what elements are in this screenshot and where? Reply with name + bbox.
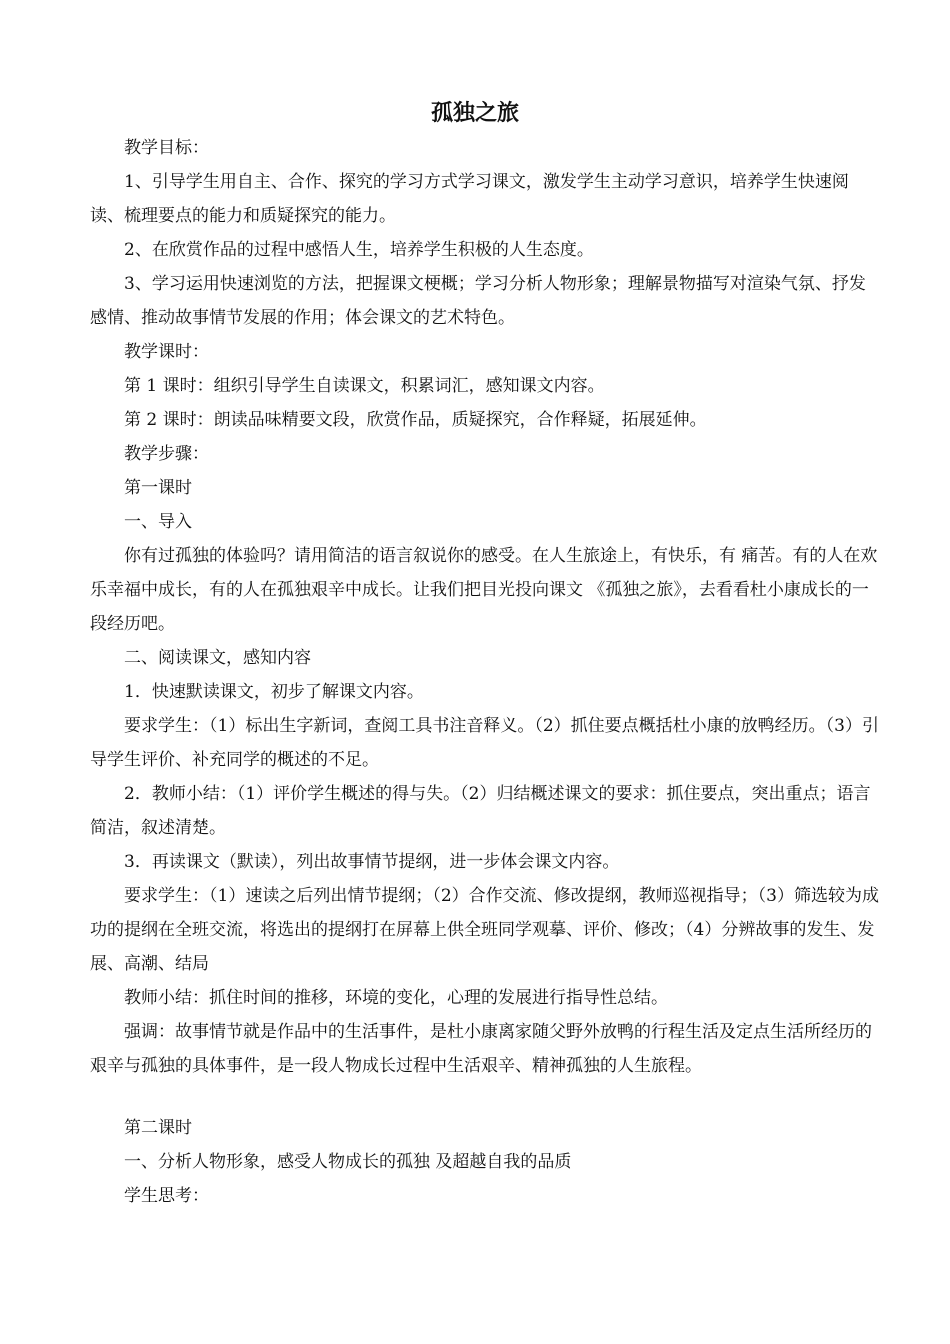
reading-requirements-2: 要求学生：（1）速读之后列出情节提纲；（2）合作交流、修改提纲，教师巡视指导；（3）筛选较为成功的提纲在全班交流，将选出的提纲打在屏幕上供全班同学观摹、评价、修改；（4）分辨故事的发生、发展、高潮、结局	[90, 886, 879, 974]
reading-step-1: 1．快速默读课文，初步了解课文内容。	[124, 682, 424, 702]
document-body	[90, 131, 880, 1213]
goal-item-3: 3、学习运用快速浏览的方法，把握课文梗概；学习分析人物形象；理解景物描写对渲染气氛、抒发感情、推动故事情节发展的作用；体会课文的艺术特色。	[90, 274, 866, 328]
heading-teaching-goals: 教学目标：	[124, 138, 209, 158]
reading-step-3: 3．再读课文（默读），列出故事情节提纲，进一步体会课文内容。	[124, 852, 620, 872]
introduction-text: 你有过孤独的体验吗？请用简洁的语言叙说你的感受。在人生旅途上，有快乐，有 痛苦。有的人在欢乐幸福中成长，有的人在孤独艰辛中成长。让我们把目光投向课文 《孤独之旅》，去看看杜小康成长的一段经历吧。	[90, 546, 878, 634]
class-hour-2: 第 2 课时：朗读品味精要文段，欣赏作品，质疑探究，合作释疑，拓展延伸。	[124, 410, 707, 430]
emphasis-text: 强调：故事情节就是作品中的生活事件，是杜小康离家随父野外放鸭的行程生活及定点生活所经历的艰辛与孤独的具体事件，是一段人物成长过程中生活艰辛、精神孤独的人生旅程。	[90, 1022, 872, 1076]
paragraph-gap	[90, 1083, 880, 1111]
student-thinking: 学生思考：	[124, 1186, 209, 1206]
heading-lesson-one: 第一课时	[124, 478, 192, 498]
reading-step-2: 2．教师小结：（1）评价学生概述的得与失。（2）归结概述课文的要求：抓住要点，突出重点；语言简洁，叙述清楚。	[90, 784, 871, 838]
section-reading: 二、阅读课文，感知内容	[124, 648, 311, 668]
document-title: 孤独之旅	[430, 100, 519, 126]
heading-lesson-two: 第二课时	[124, 1118, 192, 1138]
reading-requirements-1: 要求学生：（1）标出生字新词，查阅工具书注音释义。（2）抓住要点概括杜小康的放鸭经历。（3）引导学生评价、补充同学的概述的不足。	[90, 716, 879, 770]
section-introduction: 一、导入	[124, 512, 192, 532]
goal-item-1: 1、引导学生用自主、合作、探究的学习方式学习课文，激发学生主动学习意识，培养学生快速阅读、梳理要点的能力和质疑探究的能力。	[90, 172, 849, 226]
goal-item-2: 2、在欣赏作品的过程中感悟人生，培养学生积极的人生态度。	[124, 240, 594, 260]
class-hour-1: 第 1 课时：组织引导学生自读课文，积累词汇，感知课文内容。	[124, 376, 605, 396]
heading-teaching-steps: 教学步骤：	[124, 444, 209, 464]
teacher-summary: 教师小结：抓住时间的推移，环境的变化，心理的发展进行指导性总结。	[124, 988, 668, 1008]
heading-class-hours: 教学课时：	[124, 342, 209, 362]
section-character-analysis: 一、分析人物形象，感受人物成长的孤独 及超越自我的品质	[124, 1152, 572, 1172]
